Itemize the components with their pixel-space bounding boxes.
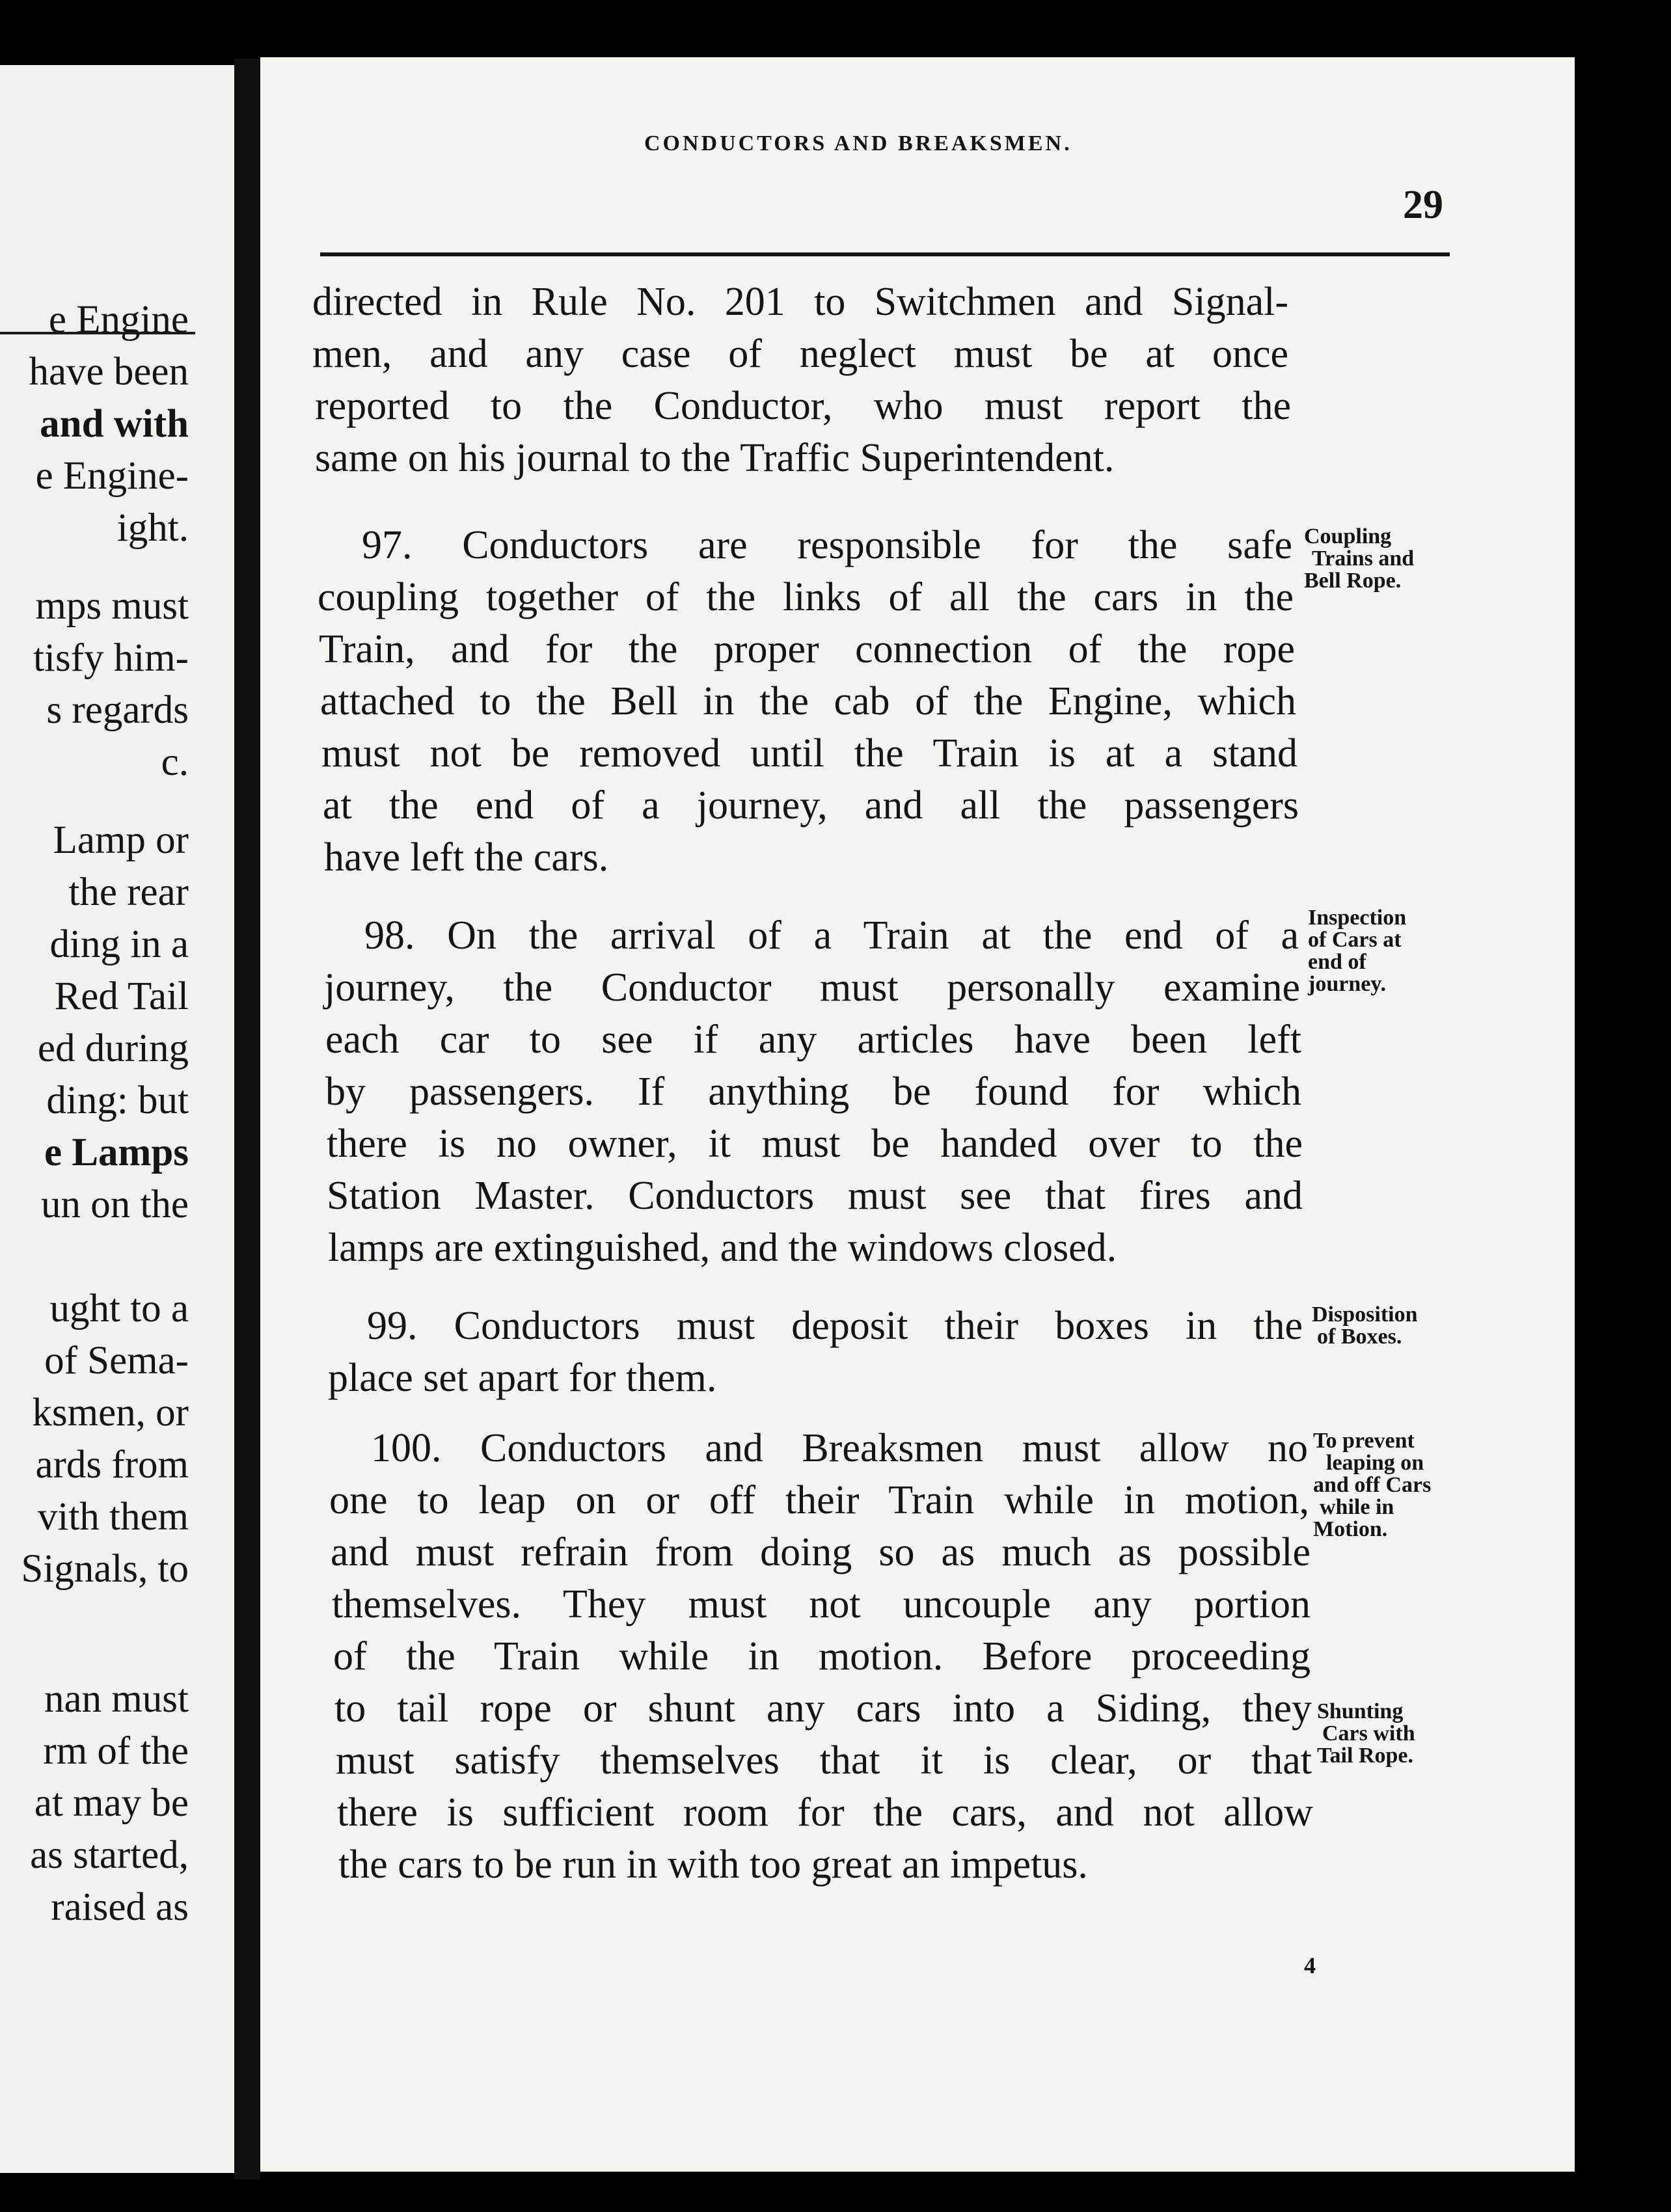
margin-note-line: Motion. — [1313, 1517, 1388, 1541]
margin-note-line: To prevent — [1313, 1429, 1415, 1453]
body-line: have left the cars. — [324, 835, 609, 880]
running-header: CONDUCTORS AND BREAKSMEN. — [644, 131, 1072, 155]
book-gutter — [234, 59, 260, 2179]
left-line: mps must — [35, 584, 189, 628]
margin-note-line: Cars with — [1322, 1721, 1415, 1746]
margin-note-line: Shunting — [1317, 1699, 1404, 1723]
body-line: reported to the Conductor, who must report the — [315, 384, 1291, 428]
left-line: Red Tail — [54, 975, 189, 1018]
margin-note-line: end of — [1308, 950, 1366, 974]
margin-note-disposition — [1312, 1304, 1418, 1348]
left-line: ksmen, or — [32, 1391, 189, 1435]
body-line: by passengers. If anything be found for which — [325, 1070, 1301, 1114]
body-line: there is no owner, it must be handed over to the — [327, 1122, 1303, 1166]
body-line: same on his journal to the Traffic Superintendent. — [315, 436, 1115, 480]
left-line: and with — [40, 402, 189, 446]
margin-note-line: Tail Rope. — [1317, 1744, 1414, 1768]
left-line: nan must — [44, 1677, 189, 1721]
body-line: coupling together of the links of all the cars in the — [318, 575, 1294, 619]
left-line: e Engine- — [35, 454, 189, 498]
left-line: at may be — [34, 1781, 189, 1825]
body-line: one to leap on or off their Train while in motion, — [329, 1478, 1309, 1522]
left-line: ed during — [37, 1027, 189, 1070]
header-rule — [320, 252, 1450, 256]
margin-note-line: of Cars at — [1308, 928, 1402, 952]
margin-note-line: and off Cars — [1313, 1473, 1432, 1497]
body-line: the cars to be run in with too great an impetus. — [338, 1842, 1088, 1887]
body-line: men, and any case of neglect must be at once — [312, 332, 1288, 376]
body-line: of the Train while in motion. Before proceeding — [333, 1634, 1311, 1679]
left-line: Signals, to — [21, 1547, 189, 1591]
margin-note-line: Bell Rope. — [1304, 569, 1402, 593]
rule-99-first-line: 99. Conductors must deposit their boxes in the — [367, 1304, 1303, 1348]
left-line: ught to a — [49, 1287, 189, 1330]
margin-note-coupling — [1304, 526, 1414, 592]
rule-97-first-line: 97. Conductors are responsible for the safe — [362, 523, 1292, 567]
margin-note-line: while in — [1320, 1495, 1394, 1519]
margin-note-line: Coupling — [1304, 524, 1392, 548]
left-line: tisfy him- — [33, 636, 189, 680]
left-line: the rear — [68, 870, 189, 914]
body-line: to tail rope or shunt any cars into a Siding, they — [334, 1686, 1312, 1731]
body-line: journey, the Conductor must personally examine — [324, 965, 1300, 1010]
left-page-fragment — [0, 65, 234, 2173]
left-line: un on the — [40, 1183, 189, 1226]
body-line: place set apart for them. — [328, 1356, 717, 1400]
left-line: ight. — [116, 506, 189, 550]
left-line: have been — [29, 350, 189, 394]
margin-note-line: of Boxes. — [1317, 1325, 1402, 1349]
margin-note-line: Inspection — [1308, 906, 1407, 930]
left-line: ards from — [35, 1443, 189, 1487]
margin-note-line: Trains and — [1312, 546, 1415, 571]
page-number: 29 — [1403, 183, 1443, 227]
body-line: there is sufficient room for the cars, and not allow — [337, 1790, 1313, 1835]
left-line: as started, — [30, 1833, 189, 1877]
body-line: and must refrain from doing so as much as possible — [331, 1530, 1311, 1574]
rule-98-first-line: 98. On the arrival of a Train at the end of a — [364, 913, 1299, 958]
left-line: ding in a — [49, 923, 189, 966]
body-line: lamps are extinguished, and the windows closed. — [328, 1226, 1117, 1270]
body-line: must satisfy themselves that it is clear, or that — [336, 1738, 1312, 1783]
signature-mark: 4 — [1304, 1952, 1316, 1978]
body-line: each car to see if any articles have been left — [325, 1018, 1301, 1062]
left-line: e Lamps — [44, 1131, 189, 1174]
left-line: rm of the — [43, 1729, 189, 1773]
margin-note-prevent-leaping — [1313, 1430, 1431, 1541]
body-line: directed in Rule No. 201 to Switchmen and Signal- — [312, 280, 1288, 324]
left-line: vith them — [37, 1495, 189, 1539]
body-line: at the end of a journey, and all the passengers — [323, 783, 1299, 828]
rule-100-first-line: 100. Conductors and Breaksmen must allow no — [371, 1426, 1308, 1470]
body-line: must not be removed until the Train is at a stand — [321, 731, 1297, 776]
body-line: themselves. They must not uncouple any portion — [332, 1582, 1311, 1626]
left-line: of Sema- — [44, 1339, 189, 1382]
body-line: Station Master. Conductors must see that fires and — [327, 1174, 1303, 1218]
left-line: ding: but — [46, 1079, 189, 1122]
left-line: e Engine — [48, 298, 189, 342]
margin-note-line: Disposition — [1312, 1302, 1418, 1327]
body-line: Train, and for the proper connection of the rope — [319, 627, 1295, 671]
margin-note-line: leaping on — [1326, 1451, 1424, 1475]
margin-note-inspection — [1308, 907, 1406, 995]
left-line: raised as — [51, 1885, 189, 1929]
left-line: Lamp or — [53, 818, 189, 862]
left-line: c. — [161, 740, 189, 784]
body-line: attached to the Bell in the cab of the Engine, which — [320, 679, 1296, 723]
margin-note-line: journey. — [1308, 972, 1386, 996]
left-line: s regards — [46, 688, 189, 732]
margin-note-shunting — [1317, 1701, 1415, 1767]
